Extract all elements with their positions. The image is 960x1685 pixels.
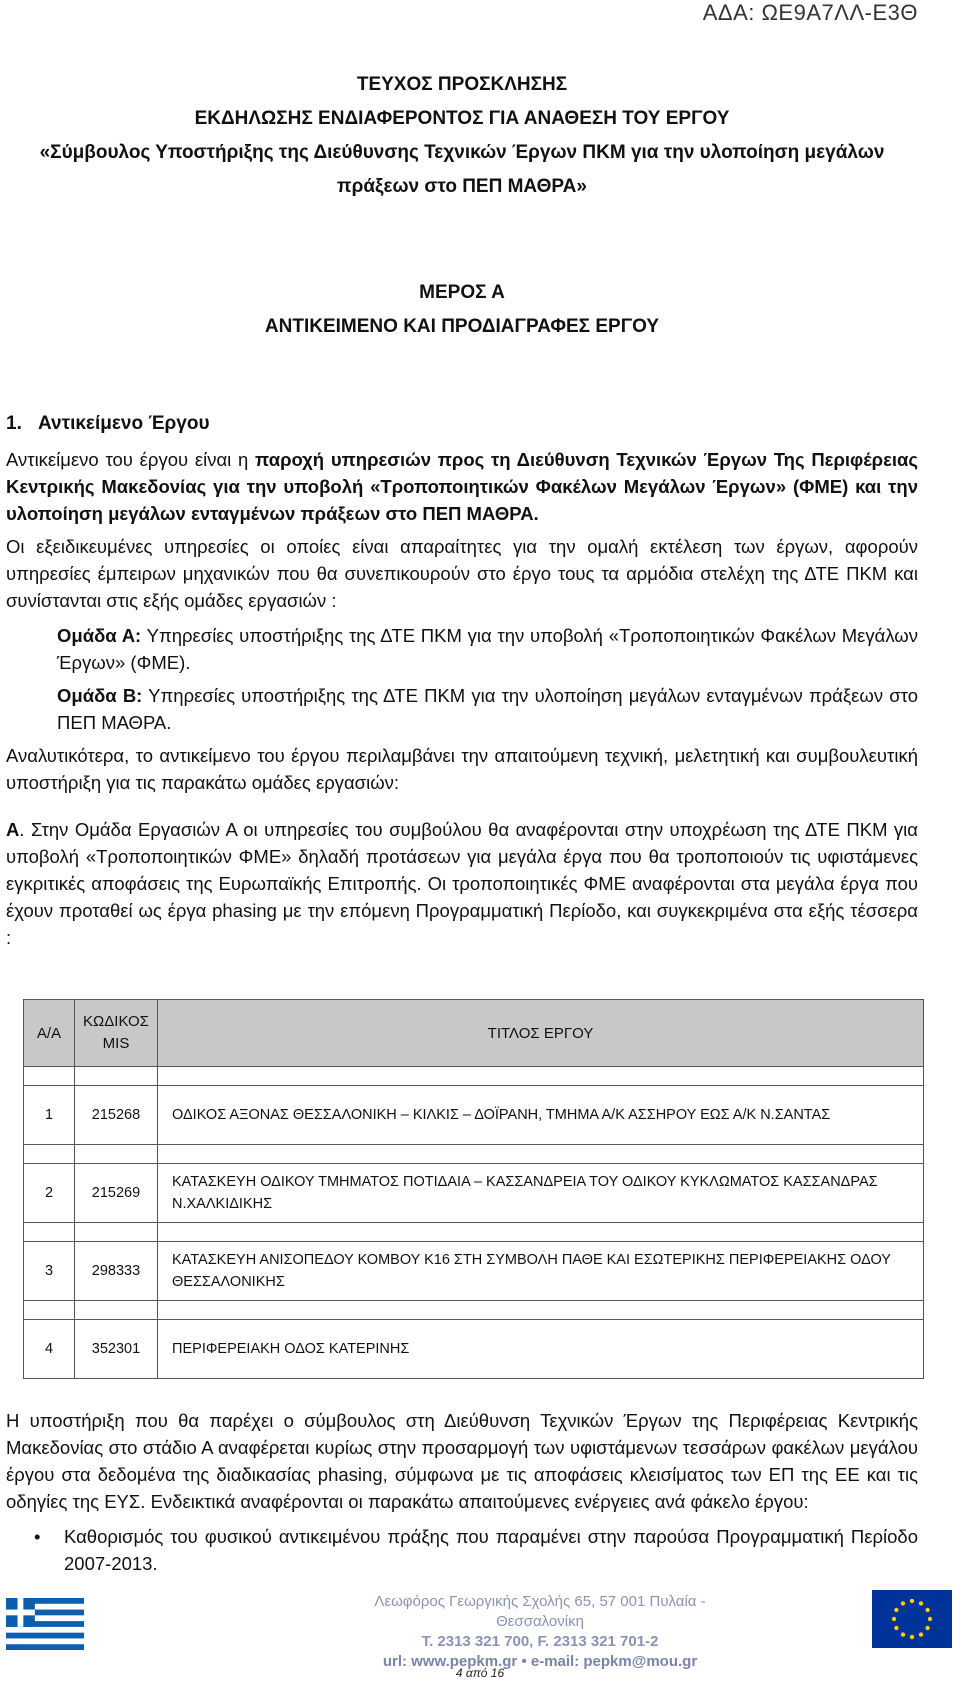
list-item: [6, 1523, 918, 1577]
paragraph-group-a: [6, 816, 918, 951]
table-header-row: [24, 1000, 924, 1067]
object-intro: Αντικείμενο του έργου είναι η: [6, 449, 256, 470]
greek-flag-icon: [6, 1598, 84, 1650]
group-a-label: Ομάδα Α:: [57, 625, 142, 646]
row-title: ΚΑΤΑΣΚΕΥΗ ΟΔΙΚΟΥ ΤΜΗΜΑΤΟΣ ΠΟΤΙΔΑΙΑ – ΚΑΣΣΑΝΔΡΕΙΑ ΤΟΥ ΟΔΙΚΟΥ ΚΥΚΛΩΜΑΤΟΣ ΚΑΣΣΑΝΔΡΑΣ Ν.ΧΑΛΚΙΔΙΚΗΣ: [158, 1164, 924, 1223]
eu-flag-icon: [872, 1590, 952, 1648]
row-title: ΠΕΡΙΦΕΡΕΙΑΚΗ ΟΔΟΣ ΚΑΤΕΡΙΝΗΣ: [158, 1320, 924, 1379]
header-aa: Α/Α: [24, 1000, 75, 1067]
object-bold-text: παροχή υπηρεσιών προς τη Διεύθυνση Τεχνικών Έργων Της Περιφέρειας Κεντρικής Μακεδονίας για την υποβολή «Τροποποιητικών Φακέλων Μεγάλων Έργων» (ΦΜΕ) και την υλοποίηση μεγάλων ενταγμένων πράξεων στο ΠΕΠ ΜΑΘΡΑ.: [6, 449, 918, 524]
title-project-line2: πράξεων στο ΠΕΠ ΜΑΘΡΑ»: [337, 176, 587, 197]
group-a-marker: Α: [6, 819, 20, 840]
part-subtitle: ΑΝΤΙΚΕΙΜΕΝΟ ΚΑΙ ΠΡΟΔΙΑΓΡΑΦΕΣ ΕΡΓΟΥ: [264, 316, 660, 337]
footer-address: [360, 1592, 720, 1672]
header-mis: ΚΩΔΙΚΟΣ MIS: [75, 1000, 158, 1067]
row-mis: 352301: [75, 1320, 158, 1379]
title-expression: ΕΚΔΗΛΩΣΗΣ ΕΝΔΙΑΦΕΡΟΝΤΟΣ ΓΙΑ ΑΝΑΘΕΣΗ ΤΟΥ ΕΡΓΟΥ: [194, 108, 730, 129]
section-title: Αντικείμενο Έργου: [38, 413, 210, 434]
paragraph-analysis: Αναλυτικότερα, το αντικείμενο του έργου περιλαμβάνει την απαιτούμενη τεχνική, μελετητική και συμβουλευτική υποστήριξη για τις παρακάτω ομάδες εργασιών:: [6, 745, 918, 793]
bullet-icon: •: [34, 1526, 41, 1547]
group-b-label: Ομάδα Β:: [57, 685, 143, 706]
footer-line-address: Λεωφόρος Γεωργικής Σχολής 65, 57 001 Πυλαία - Θεσσαλονίκη: [374, 1593, 706, 1630]
table-row: [24, 1086, 924, 1145]
paragraph-services: Οι εξειδικευμένες υπηρεσίες οι οποίες είναι απαραίτητες για την ομαλή εκτέλεση των έργων, αφορούν υπηρεσίες έμπειρων μηχανικών που θα συνεπικουρούν στο έργο τους τα αρμόδια στελέχη της ΔΤΕ ΠΚΜ και συνίστανται στις εξής ομάδες εργασιών :: [6, 536, 918, 611]
paragraph-support: Η υποστήριξη που θα παρέχει ο σύμβουλος στη Διεύθυνση Τεχνικών Έργων της Περιφέρειας Κεντρικής Μακεδονίας στο στάδιο Α αναφέρεται κυρίως στην προσαρμογή των υφιστάμενων τεσσάρων φακέλων μεγάλου έργου στα δεδομένα της διαδικασίας phasing, σύμφωνα με τις αποφάσεις κλεισίματος των ΕΠ της ΕΕ και τις οδηγίες της ΕΥΣ. Ενδεικτικά αναφέρονται οι παρακάτω απαιτούμενες ενέργειες ανά φάκελο έργου:: [6, 1410, 918, 1512]
row-title: ΟΔΙΚΟΣ ΑΞΟΝΑΣ ΘΕΣΣΑΛΟΝΙΚΗ – ΚΙΛΚΙΣ – ΔΟΪΡΑΝΗ, ΤΜΗΜΑ Α/Κ ΑΣΣΗΡΟΥ ΕΩΣ Α/Κ Ν.ΣΑΝΤΑΣ: [158, 1086, 924, 1145]
group-b-text: Υπηρεσίες υποστήριξης της ΔΤΕ ΠΚΜ για την υλοποίηση μεγάλων ενταγμένων πράξεων στο ΠΕΠ ΜΑΘΡΑ.: [57, 685, 918, 733]
table-row: [24, 1320, 924, 1379]
footer-line-web: url: www.pepkm.gr • e-mail: pepkm@mou.gr: [382, 1653, 698, 1670]
row-aa: 3: [24, 1242, 75, 1301]
part-title: ΜΕΡΟΣ Α: [419, 282, 505, 303]
group-a-item: [57, 622, 918, 676]
paragraph-object: [6, 446, 918, 527]
row-mis: 298333: [75, 1242, 158, 1301]
page-number: 4 από 16: [455, 1666, 505, 1680]
table-row: [24, 1242, 924, 1301]
projects-table-wrapper: [23, 999, 924, 1379]
row-aa: 2: [24, 1164, 75, 1223]
actions-list: [6, 1523, 918, 1577]
group-a-text: Υπηρεσίες υποστήριξης της ΔΤΕ ΠΚΜ για την υποβολή «Τροποποιητικών Φακέλων Μεγάλων Έργων» (ΦΜΕ).: [57, 625, 918, 673]
title-invitation: ΤΕΥΧΟΣ ΠΡΟΣΚΛΗΣΗΣ: [356, 74, 568, 95]
section-heading: [6, 412, 918, 436]
header-title: ΤΙΤΛΟΣ ΕΡΓΟΥ: [158, 1000, 924, 1067]
row-aa: 1: [24, 1086, 75, 1145]
footer-line-phone: T. 2313 321 700, F. 2313 321 701-2: [421, 1633, 659, 1650]
row-aa: 4: [24, 1320, 75, 1379]
table-row: [24, 1164, 924, 1223]
projects-table: [23, 999, 924, 1379]
row-mis: 215269: [75, 1164, 158, 1223]
section-number: 1.: [6, 413, 22, 434]
group-a-description: . Στην Ομάδα Εργασιών Α οι υπηρεσίες του συμβούλου θα αναφέρονται στην υποχρέωση της ΔΤΕ ΠΚΜ για υποβολή «Τροποποιητικών ΦΜΕ» δηλαδή προτάσεων για μεγάλα έργα που θα τροποποιούν τις υφιστάμενες εγκριτικές αποφάσεις της Ευρωπαϊκής Επιτροπής. Οι τροποποιητικές ΦΜΕ αναφέρονται στα μεγάλα έργα που έχουν προταθεί ως έργα phasing με την επόμενη Προγραμματική Περίοδο, και συγκεκριμένα στα εξής τέσσερα :: [6, 819, 918, 948]
footer: [0, 1590, 960, 1670]
title-project-line1: «Σύμβουλος Υποστήριξης της Διεύθυνσης Τεχνικών Έργων ΠΚΜ για την υλοποίηση μεγάλων: [39, 142, 885, 163]
row-title: ΚΑΤΑΣΚΕΥΗ ΑΝΙΣΟΠΕΔΟΥ ΚΟΜΒΟΥ Κ16 ΣΤΗ ΣΥΜΒΟΛΗ ΠΑΘΕ ΚΑΙ ΕΣΩΤΕΡΙΚΗΣ ΠΕΡΙΦΕΡΕΙΑΚΗΣ ΟΔΟΥ ΘΕΣΣΑΛΟΝΙΚΗΣ: [158, 1242, 924, 1301]
group-b-item: [57, 682, 918, 736]
document-page: [6, 60, 918, 1577]
list-item-text: Καθορισμός του φυσικού αντικειμένου πράξης που παραμένει στην παρούσα Προγραμματική Περίοδο 2007-2013.: [64, 1526, 918, 1574]
row-mis: 215268: [75, 1086, 158, 1145]
ada-code: ΑΔΑ: ΩΕ9Α7ΛΛ-Ε3Θ: [702, 0, 918, 25]
